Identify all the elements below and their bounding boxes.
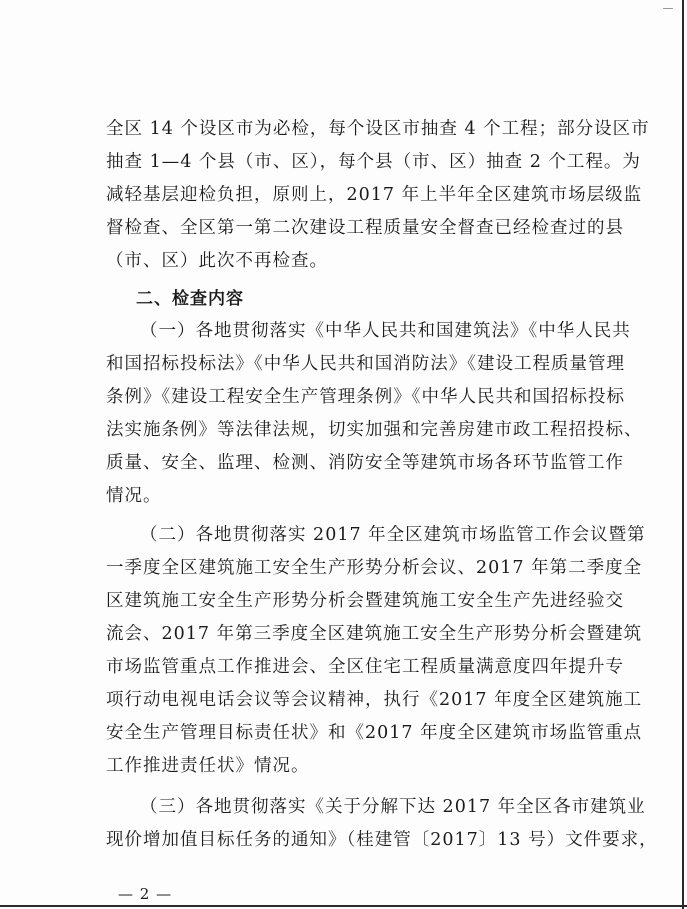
paragraph-first-line: （三）各地贯彻落实《关于分解下达 2017 年全区各市建筑业 [140, 797, 646, 817]
body-line: 全区 14 个设区市为必检，每个设区市抽查 4 个工程；部分设区市 [106, 119, 650, 139]
page-number: — 2 — [118, 885, 173, 903]
page-edge-bottom [0, 905, 687, 907]
paragraph-first-line: （一）各地贯彻落实《中华人民共和国建筑法》《中华人民共 [140, 321, 631, 341]
body-line: 情况。 [106, 486, 162, 506]
body-line: 一季度全区建筑施工安全生产形势分析会议、2017 年第二季度全 [106, 558, 643, 578]
body-line: 区建筑施工安全生产形势分析会暨建筑施工安全生产先进经验交 [106, 591, 624, 611]
body-line: 质量、安全、监理、检测、消防安全等建筑市场各环节监管工作 [106, 453, 624, 473]
section-heading: 二、检查内容 [136, 289, 244, 309]
body-line: 条例》《建设工程安全生产管理条例》《中华人民共和国招标投标 [106, 387, 625, 407]
body-line: 现价增加值目标任务的通知》（桂建管〔2017〕13 号）文件要求， [106, 830, 658, 850]
body-line: 抽查 1—4 个县（市、区），每个县（市、区）抽查 2 个工程。为 [106, 152, 641, 172]
body-line: 安全生产管理目标责任状》和《2017 年度全区建筑市场监管重点 [106, 723, 643, 743]
body-line: 流会、2017 年第三季度全区建筑施工安全生产形势分析会暨建筑 [106, 624, 643, 644]
body-line: 工作推进责任状》情况。 [106, 756, 310, 776]
body-line: 减轻基层迎检负担，原则上，2017 年上半年全区建筑市场层级监 [106, 185, 643, 205]
body-line: 法实施条例》等法律法规，切实加强和完善房建市政工程招投标、 [106, 420, 643, 440]
body-line: 市场监管重点工作推进会、全区住宅工程质量满意度四年提升专 [106, 657, 624, 677]
body-line: 和国招标投标法》《中华人民共和国消防法》《建设工程质量管理 [106, 354, 625, 374]
page-edge-right [682, 0, 684, 909]
body-line: 督检查、全区第一第二次建设工程质量安全督查已经检查过的县 [106, 218, 624, 238]
body-line: （市、区）此次不再检查。 [106, 251, 328, 271]
body-line: 项行动电视电话会议等会议精神，执行《2017 年度全区建筑施工 [106, 690, 643, 710]
scan-mark [663, 8, 673, 9]
paragraph-first-line: （二）各地贯彻落实 2017 年全区建筑市场监管工作会议暨第 [140, 525, 646, 545]
